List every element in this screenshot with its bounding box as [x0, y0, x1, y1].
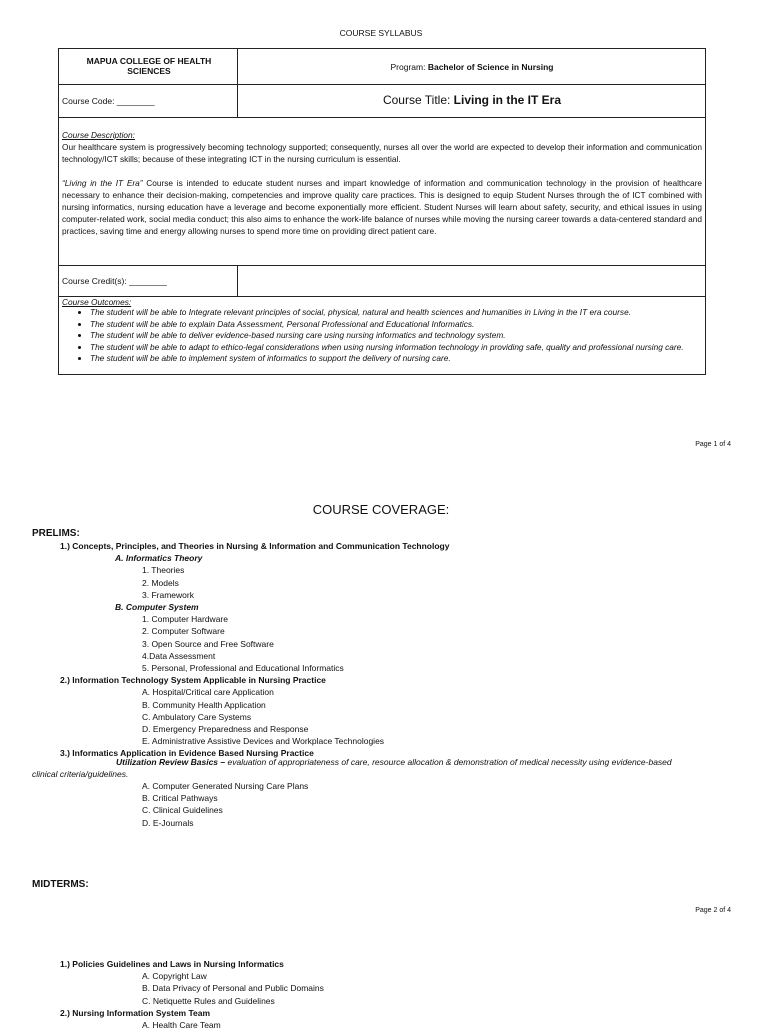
topic-item: A. Computer Generated Nursing Care Plans: [142, 781, 309, 791]
course-description-paragraph-1: Our healthcare system is progressively becoming technology supported; consequently, nurses all over the world are expected to develop their information and communication technology/ICT skills; because of these integrating ICT in the nursing curriculum is essential.: [62, 142, 702, 164]
course-description-heading: Course Description:: [62, 130, 135, 140]
topic-item: D. Emergency Preparedness and Response: [142, 724, 309, 734]
page-number: Page 1 of 4: [695, 441, 731, 448]
topic-heading: 3.) Informatics Application in Evidence Based Nursing Practice: [60, 748, 314, 759]
utilization-review-note: [32, 756, 722, 780]
topic-item: B. Data Privacy of Personal and Public Domains: [142, 983, 324, 994]
topic-item: E. Administrative Assistive Devices and Workplace Technologies: [142, 736, 385, 747]
course-description-paragraph-2-text: Course is intended to educate student nurses and impart knowledge of information and communication technology in the provision of healthcare necessary to enhance their decision-making, competencies and improve quality care practices. This is designed to equip Student Nurses through the of ICT combined with nursing informatics, nursing education have a leverage and become exponentially more efficient. Student Nurses will learn about safety, security, and ethical issues in using computer-related work, social media conduct; this also aims to enhance the work-life balance of nurses while moving the nursing career towards a data-centered standard and practices, saving time and energy allowing nurses to spend more time on providing direct patient care.: [62, 178, 702, 236]
course-title-value: Living in the IT Era: [453, 93, 562, 107]
course-description: [62, 129, 702, 237]
topic-item: 2. Computer Software: [142, 626, 225, 637]
topic-item: 3. Open Source and Free Software: [142, 638, 274, 649]
course-title-label: Course Title:: [382, 93, 454, 107]
course-title-field: [238, 92, 706, 108]
outcomes-list: [62, 307, 702, 365]
outcome-item: • The student will be able to explain Data Assessment, Personal Professional and Educational Informatics.: [90, 319, 702, 331]
utilization-review-label: Utilization Review Basics –: [116, 757, 226, 767]
topic-item: A. Informatics Theory: [115, 553, 203, 564]
table-divider: [59, 265, 705, 266]
topic-item: 2. Models: [142, 577, 179, 588]
outcome-item: • The student will be able to implement system of informatics to support the delivery of nursing care.: [90, 353, 702, 365]
topic-item: C. Netiquette Rules and Guidelines: [142, 995, 275, 1006]
program-field: [238, 61, 706, 73]
course-coverage-title: COURSE COVERAGE:: [312, 502, 450, 517]
page-number: Page 2 of 4: [695, 907, 731, 914]
table-divider: [59, 84, 705, 85]
topic-item: A. Health Care Team: [142, 1020, 221, 1030]
topic-item: 5. Personal, Professional and Educational Informatics: [142, 663, 344, 673]
syllabus-table: [58, 48, 706, 375]
course-outcomes: [62, 297, 702, 365]
topic-heading: 1.) Concepts, Principles, and Theories in Nursing & Information and Communication Technology: [60, 541, 450, 551]
outcome-item: • The student will be able to Integrate relevant principles of social, physical, natural and health sciences and humanities in Living in the IT era course.: [90, 307, 702, 319]
midterms-heading: MIDTERMS:: [32, 879, 89, 890]
topic-item: D. E-Journals: [142, 817, 194, 828]
topic-item: 4.Data Assessment: [142, 650, 216, 661]
topic-item: 1. Computer Hardware: [142, 614, 228, 625]
prelims-heading: PRELIMS:: [32, 528, 80, 539]
course-name-quote: “Living in the IT Era”: [62, 178, 143, 188]
course-description-paragraph-2: [62, 177, 702, 237]
outcome-item: • The student will be able to adapt to ethico-legal considerations when using nursing information technology in providing safe, quality and professional nursing care.: [90, 342, 702, 354]
topic-heading: 2.) Information Technology System Applicable in Nursing Practice: [60, 675, 326, 686]
topic-item: A. Copyright Law: [142, 971, 207, 982]
course-credits-field: Course Credit(s): ________: [62, 276, 167, 286]
topic-item: A. Hospital/Critical care Application: [142, 687, 274, 698]
topic-item: B. Community Health Application: [142, 699, 266, 710]
utilization-review-text-continued: clinical criteria/guidelines.: [32, 769, 129, 779]
outcome-item: • The student will be able to deliver evidence-based nursing care using nursing informatics and technology system.: [90, 330, 702, 342]
topic-heading: 1.) Policies Guidelines and Laws in Nursing Informatics: [60, 959, 284, 969]
table-divider: [59, 117, 705, 118]
table-column-divider: [237, 265, 238, 296]
course-outcomes-heading: Course Outcomes:: [62, 297, 132, 307]
college-name: MAPUA COLLEGE OF HEALTH SCIENCES: [86, 56, 212, 76]
program-label: Program:: [390, 62, 428, 72]
topic-item: 1. Theories: [142, 565, 185, 576]
topic-item: 3. Framework: [142, 589, 194, 600]
topic-item: C. Clinical Guidelines: [142, 805, 223, 816]
topic-item: B. Critical Pathways: [142, 793, 218, 804]
course-code-field: Course Code: ________: [62, 96, 155, 106]
program-value: Bachelor of Science in Nursing: [427, 62, 554, 72]
utilization-review-text: evaluation of appropriateness of care, resource allocation & demonstration of medical necessity using evidence-based: [225, 757, 672, 767]
topic-heading: 2.) Nursing Information System Team: [60, 1007, 211, 1018]
topic-item: C. Ambulatory Care Systems: [142, 711, 252, 722]
topic-item: B. Computer System: [115, 602, 199, 612]
document-title: COURSE SYLLABUS: [339, 28, 423, 38]
